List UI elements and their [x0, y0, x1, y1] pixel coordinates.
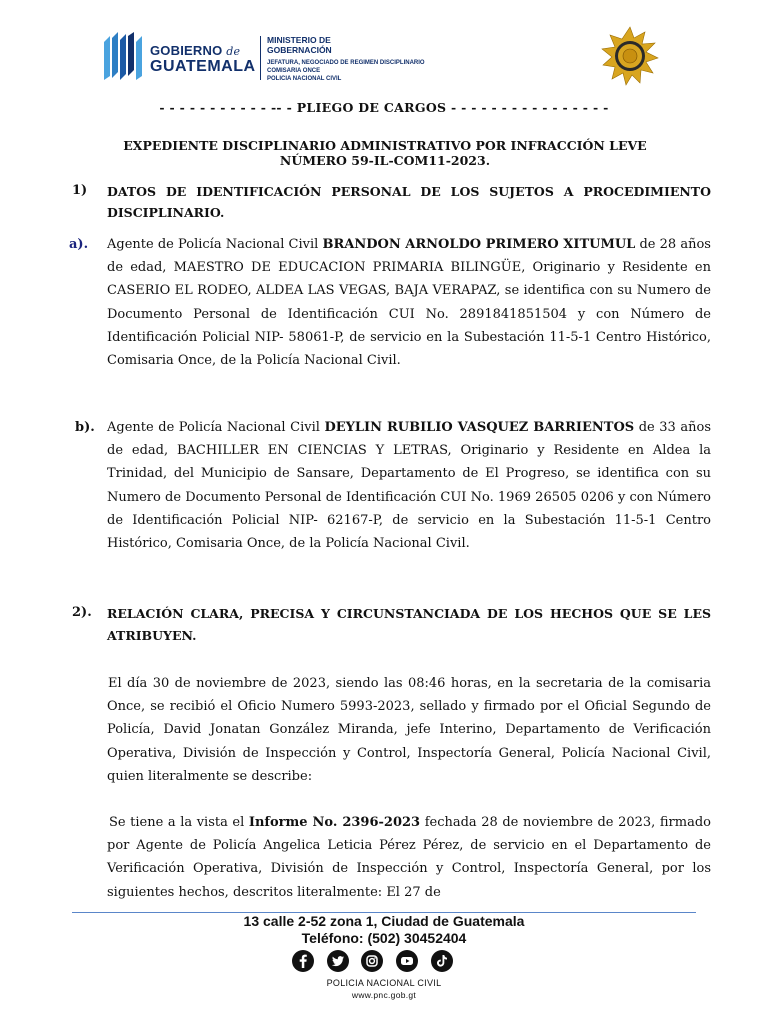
- paragraph-2: [107, 811, 711, 904]
- section-2-heading: RELACIÓN CLARA, PRECISA Y CIRCUNSTANCIADA DE LOS HECHOS QUE SE LES ATRIBUYEN.: [107, 606, 711, 643]
- item-a-name: BRANDON ARNOLDO PRIMERO XITUMUL: [322, 237, 636, 252]
- gobierno-wordmark: [150, 44, 256, 75]
- pnc-badge-icon: [600, 26, 660, 86]
- social-icons: [292, 950, 456, 972]
- paragraph-2-post: fechada 28 de noviembre de 2023, firmado por Agente de Policía Angelica Leticia Pérez Pérez, de servicio en el Departamento de Verificación Operativa, División de Inspección y Control, Inspectoría General, por los siguientes hechos, descritos literalmente: El 27 de: [107, 815, 711, 900]
- facebook-icon[interactable]: [292, 950, 314, 972]
- gobierno-line2: GUATEMALA: [150, 58, 256, 75]
- item-a-label: a).: [69, 237, 89, 252]
- footer-website[interactable]: www.pnc.gob.gt: [351, 990, 417, 1000]
- tiktok-icon[interactable]: [431, 950, 453, 972]
- item-b-label: b).: [75, 420, 95, 435]
- document-title: - - - - - - - - - - - -- - PLIEGO DE CARGOS - - - - - - - - - - - - - - - -: [159, 100, 609, 115]
- expediente-heading: [60, 138, 710, 168]
- paragraph-1: El día 30 de noviembre de 2023, siendo las 08:46 horas, en la secretaria de la comisaria Once, se recibió el Oficio Numero 5993-2023, sellado y firmado por el Oficial Segundo de Policía, David Jonatan González Miranda, jefe Interino, Departamento de Verificación Operativa, División de Inspección y Control, Inspectoría General, Policía Nacional Civil, quien literalmente se describe:: [107, 676, 711, 784]
- item-b-text: de 33 años de edad, BACHILLER EN CIENCIAS Y LETRAS, Originario y Residente en Aldea la Trinidad, del Municipio de Sansare, Departamento de El Progreso, se identifica con su Numero de Documento Personal de Identificación CUI No. 1969 26505 0206 y con Número de Identificación Policial NIP- 62167-P, de servicio en la Subestación 11-5-1 Centro Histórico, Comisaria Once, de la Policía Nacional Civil.: [107, 420, 711, 552]
- ministry-name: MINISTERIO DE GOBERNACIÓN: [267, 35, 332, 55]
- expediente-line-1: EXPEDIENTE DISCIPLINARIO ADMINISTRATIVO POR INFRACCIÓN LEVE: [123, 138, 647, 153]
- ministry-block: [267, 36, 425, 83]
- footer-org: POLICIA NACIONAL CIVIL: [326, 978, 442, 988]
- ministry-sub-2: COMISARIA ONCE: [267, 68, 321, 74]
- item-a-intro: Agente de Policía Nacional Civil: [107, 237, 319, 252]
- item-b-name: DEYLIN RUBILIO VASQUEZ BARRIENTOS: [324, 420, 635, 435]
- header-divider: [260, 36, 261, 80]
- expediente-line-2: NÚMERO 59-IL-COM11-2023.: [279, 153, 491, 168]
- ministry-sub-1: JEFATURA, NEGOCIADO DE REGIMEN DISCIPLINARIO: [267, 60, 425, 66]
- paragraph-2-informe: Informe No. 2396-2023: [248, 815, 421, 830]
- item-b-paragraph: [75, 416, 711, 555]
- item-a-paragraph: [69, 233, 711, 372]
- gobierno-de: de: [226, 45, 241, 58]
- footer-address: 13 calle 2-52 zona 1, Ciudad de Guatemala: [243, 913, 525, 929]
- gobierno-logo-icon: [104, 32, 146, 80]
- youtube-icon[interactable]: [396, 950, 418, 972]
- ministry-sub-3: POLICIA NACIONAL CIVIL: [267, 76, 342, 82]
- footer-phone: Teléfono: (502) 30452404: [301, 930, 467, 946]
- instagram-icon[interactable]: [361, 950, 383, 972]
- paragraph-2-pre: Se tiene a la vista el: [109, 815, 245, 830]
- twitter-icon[interactable]: [327, 950, 349, 972]
- gobierno-line1: GOBIERNO: [150, 43, 223, 58]
- item-b-intro: Agente de Policía Nacional Civil: [107, 420, 320, 435]
- section-2-number: 2).: [72, 605, 92, 620]
- section-1-heading: DATOS DE IDENTIFICACIÓN PERSONAL DE LOS SUJETOS A PROCEDIMIENTO DISCIPLINARIO.: [107, 184, 711, 220]
- item-a-text: de 28 años de edad, MAESTRO DE EDUCACION PRIMARIA BILINGÜE, Originario y Residente en CASERIO EL RODEO, ALDEA LAS VEGAS, BAJA VERAPAZ, se identifica con su Numero de Documento Personal de Identificación CUI No. 2891841851504 y con Número de Identificación Policial NIP- 58061-P, de servicio en la Subestación 11-5-1 Centro Histórico, Comisaria Once, de la Policía Nacional Civil.: [107, 237, 711, 369]
- section-1-number: 1): [72, 183, 88, 198]
